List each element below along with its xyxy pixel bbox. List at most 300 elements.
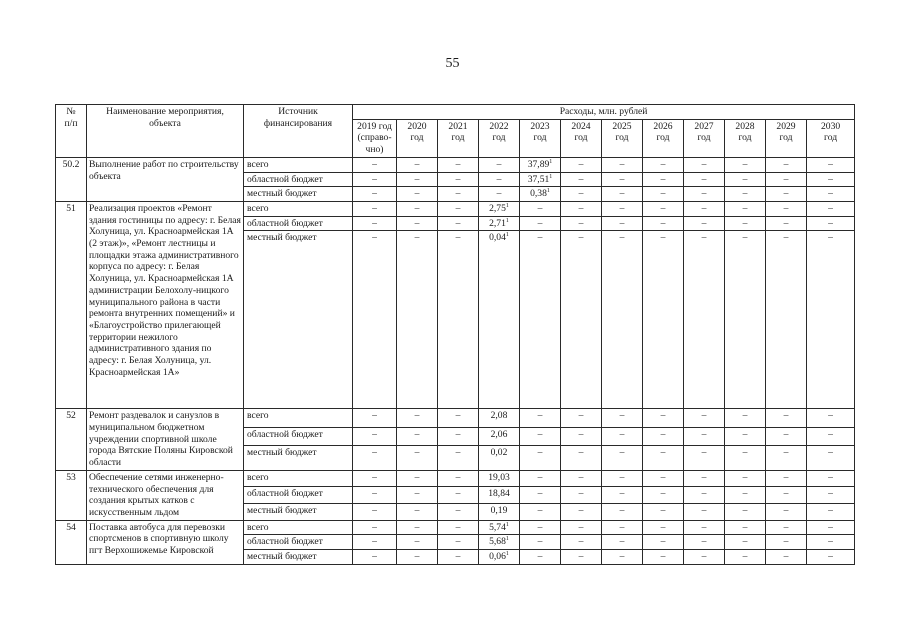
expense-amount: 2,71: [489, 217, 506, 229]
expense-amount: –: [537, 551, 543, 563]
expense-value: [766, 172, 807, 187]
expense-amount: –: [578, 232, 584, 244]
expense-value: [520, 520, 561, 535]
expense-value: [479, 470, 520, 487]
expense-amount: –: [660, 173, 666, 185]
expense-value: [397, 409, 438, 427]
expense-value: [602, 231, 643, 409]
expense-value: [353, 409, 397, 427]
expense-value: [353, 487, 397, 504]
expense-value: [602, 535, 643, 550]
header-source: Источник финансирования: [244, 105, 353, 158]
expense-amount: 2,06: [490, 428, 508, 440]
expense-amount: –: [372, 521, 377, 533]
expense-value: [561, 550, 602, 565]
expense-value: [479, 201, 520, 216]
expense-value: [684, 535, 725, 550]
expense-value: [520, 504, 561, 521]
expense-value: [353, 231, 397, 409]
expense-value: [438, 445, 479, 470]
expense-amount: –: [455, 521, 461, 533]
expense-amount: –: [578, 505, 584, 517]
expense-value: [725, 427, 766, 445]
header-year: 2030 год: [807, 119, 855, 157]
expense-amount: –: [783, 173, 789, 185]
expense-amount: –: [455, 158, 461, 170]
expense-amount: 18,84: [488, 488, 510, 500]
expense-amount: –: [828, 410, 833, 422]
expense-amount: –: [578, 536, 584, 548]
expense-amount: –: [455, 188, 461, 200]
expense-amount: –: [619, 232, 625, 244]
expense-amount: –: [742, 521, 748, 533]
expense-value: [397, 550, 438, 565]
expense-value: [766, 409, 807, 427]
expense-amount: –: [701, 232, 707, 244]
expense-value: [766, 550, 807, 565]
expense-amount: –: [701, 471, 707, 483]
expense-value: [438, 427, 479, 445]
expense-value: [353, 157, 397, 172]
footnote-mark: 1: [505, 521, 509, 528]
expense-value: [807, 157, 855, 172]
header-year: 2028 год: [725, 119, 766, 157]
expense-amount: –: [372, 158, 377, 170]
expense-value: [684, 201, 725, 216]
header-year: 2021 год: [438, 119, 479, 157]
expense-amount: –: [455, 232, 461, 244]
funding-source: местный бюджет: [244, 504, 353, 521]
expense-value: [561, 157, 602, 172]
expense-value: [807, 427, 855, 445]
expense-amount: –: [619, 217, 625, 229]
expense-amount: –: [742, 173, 748, 185]
expense-amount: –: [619, 158, 625, 170]
funding-source: местный бюджет: [244, 231, 353, 409]
expense-amount: –: [372, 217, 377, 229]
expense-amount: –: [742, 488, 748, 500]
expense-amount: –: [828, 428, 833, 440]
expense-amount: –: [660, 488, 666, 500]
expense-value: [766, 487, 807, 504]
expense-amount: –: [537, 410, 543, 422]
expense-value: [643, 535, 684, 550]
expense-amount: –: [828, 471, 833, 483]
expense-value: [353, 535, 397, 550]
table-row: [56, 470, 855, 487]
expense-value: [561, 187, 602, 202]
expense-amount: –: [455, 471, 461, 483]
header-year: 2023 год: [520, 119, 561, 157]
expense-value: [397, 231, 438, 409]
expense-amount: –: [742, 158, 748, 170]
expense-value: [643, 487, 684, 504]
measure-name: Поставка автобуса для перевозки спортсменов в спортивную школу пгт Верхошижемье Кировской: [87, 520, 244, 564]
expense-amount: –: [414, 446, 420, 458]
expense-value: [561, 172, 602, 187]
expense-amount: –: [828, 551, 833, 563]
expense-value: [353, 445, 397, 470]
expense-value: [561, 487, 602, 504]
expense-amount: –: [372, 471, 377, 483]
expense-amount: 2,75: [489, 202, 506, 214]
expense-value: [353, 172, 397, 187]
expense-value: [766, 157, 807, 172]
expense-amount: –: [537, 536, 543, 548]
expense-value: [602, 487, 643, 504]
expense-amount: –: [372, 428, 377, 440]
expense-value: [684, 409, 725, 427]
expense-value: [766, 470, 807, 487]
expense-amount: –: [783, 536, 789, 548]
expense-value: [643, 550, 684, 565]
expense-value: [807, 409, 855, 427]
expense-amount: –: [828, 521, 833, 533]
expense-amount: –: [414, 158, 420, 170]
expense-amount: –: [701, 158, 707, 170]
expense-amount: –: [414, 202, 420, 214]
expense-value: [807, 187, 855, 202]
expense-value: [684, 172, 725, 187]
expense-amount: –: [660, 202, 666, 214]
expense-value: [643, 201, 684, 216]
expense-value: [561, 535, 602, 550]
expense-amount: –: [660, 471, 666, 483]
expense-value: [397, 470, 438, 487]
measure-name: Реализация проектов «Ремонт здания гостиницы по адресу: г. Белая Холуница, ул. Красноармейская 1А (2 этаж)», «Ремонт лестницы и площадки этажа административного корпуса по адресу: г. Белая Холуница, ул. Красноармейская 1А администрации Белохолу-ницкого муниципального района в части ремонта внутренних помещений» и «Благоустройство прилегающей территории нежилого административного здания по адресу: г. Белая Холуница, ул. Красноармейская 1А»: [87, 201, 244, 408]
expense-amount: –: [455, 217, 461, 229]
expense-value: [684, 520, 725, 535]
expense-value: [602, 187, 643, 202]
expense-amount: –: [455, 488, 461, 500]
funding-source: местный бюджет: [244, 187, 353, 202]
expense-value: [397, 157, 438, 172]
expense-value: [643, 504, 684, 521]
expense-amount: –: [783, 471, 789, 483]
expense-amount: –: [455, 202, 461, 214]
expense-value: [725, 470, 766, 487]
expense-amount: –: [828, 173, 833, 185]
expense-amount: –: [828, 232, 833, 244]
expense-amount: –: [414, 410, 420, 422]
expense-value: [520, 187, 561, 202]
expense-value: [438, 470, 479, 487]
expense-amount: –: [828, 158, 833, 170]
expense-amount: 2,08: [490, 410, 508, 422]
table-row: [56, 520, 855, 535]
expense-value: [684, 550, 725, 565]
expense-amount: –: [372, 551, 377, 563]
expense-value: [520, 409, 561, 427]
expense-amount: –: [783, 488, 789, 500]
expense-value: [397, 172, 438, 187]
expense-amount: –: [619, 446, 625, 458]
expense-value: [807, 445, 855, 470]
expense-value: [602, 504, 643, 521]
row-number: 54: [56, 520, 87, 564]
expense-value: [684, 187, 725, 202]
expense-amount: –: [742, 428, 748, 440]
expense-value: [725, 550, 766, 565]
expense-value: [643, 231, 684, 409]
expense-amount: 37,51: [527, 173, 550, 185]
expense-amount: –: [537, 446, 543, 458]
expense-amount: –: [701, 202, 707, 214]
expense-amount: –: [455, 551, 461, 563]
expense-amount: –: [578, 521, 584, 533]
expense-value: [725, 187, 766, 202]
expense-value: [561, 445, 602, 470]
expense-amount: –: [701, 428, 707, 440]
expense-value: [520, 427, 561, 445]
expense-amount: –: [783, 551, 789, 563]
expense-value: [438, 231, 479, 409]
expense-amount: –: [742, 232, 748, 244]
expense-amount: –: [619, 173, 625, 185]
header-year: 2025 год: [602, 119, 643, 157]
expenses-table: [55, 104, 855, 565]
expense-amount: –: [619, 551, 625, 563]
expense-amount: –: [783, 505, 789, 517]
expense-value: [807, 216, 855, 231]
expense-amount: –: [742, 446, 748, 458]
expense-amount: –: [701, 521, 707, 533]
expense-amount: –: [455, 428, 461, 440]
expense-value: [561, 231, 602, 409]
expense-amount: –: [660, 428, 666, 440]
expense-value: [602, 445, 643, 470]
expense-value: [479, 520, 520, 535]
expense-amount: –: [455, 505, 461, 517]
expense-amount: –: [783, 188, 789, 200]
expense-amount: –: [372, 505, 377, 517]
expense-value: [561, 520, 602, 535]
expense-value: [643, 172, 684, 187]
expense-amount: –: [496, 188, 502, 200]
expense-amount: –: [537, 521, 543, 533]
expense-value: [725, 504, 766, 521]
expense-value: [602, 216, 643, 231]
expense-amount: –: [783, 428, 789, 440]
expense-value: [766, 504, 807, 521]
expense-value: [397, 535, 438, 550]
table-row: [56, 157, 855, 172]
expense-amount: –: [660, 232, 666, 244]
footnote-mark: 1: [505, 536, 509, 543]
expense-value: [807, 504, 855, 521]
expense-value: [725, 216, 766, 231]
measure-name: Обеспечение сетями инженерно-технического обеспечения для создания крытых катков с искусственным льдом: [87, 470, 244, 520]
expense-value: [807, 520, 855, 535]
measure-name: Ремонт раздевалок и санузлов в муниципальном бюджетном учреждении спортивной школе города Вятские Поляны Кировской области: [87, 409, 244, 471]
expense-value: [561, 216, 602, 231]
expense-amount: –: [578, 173, 584, 185]
expense-value: [438, 504, 479, 521]
expense-value: [353, 201, 397, 216]
row-number: 53: [56, 470, 87, 520]
expense-value: [479, 157, 520, 172]
expense-value: [520, 216, 561, 231]
expense-amount: –: [619, 428, 625, 440]
expense-amount: –: [660, 521, 666, 533]
expense-amount: –: [660, 505, 666, 517]
expense-value: [725, 172, 766, 187]
expense-value: [643, 427, 684, 445]
expense-amount: –: [619, 488, 625, 500]
funding-source: всего: [244, 157, 353, 172]
expense-value: [479, 535, 520, 550]
expense-amount: –: [578, 158, 584, 170]
expense-amount: –: [537, 505, 543, 517]
expense-amount: –: [783, 410, 789, 422]
expense-value: [684, 427, 725, 445]
expense-amount: 0,19: [490, 505, 508, 517]
expense-value: [561, 201, 602, 216]
expense-amount: –: [455, 173, 461, 185]
footnote-mark: 1: [505, 550, 509, 557]
header-year: 2020 год: [397, 119, 438, 157]
expense-value: [479, 427, 520, 445]
expense-amount: –: [828, 536, 833, 548]
expense-amount: –: [414, 232, 420, 244]
expense-value: [684, 157, 725, 172]
expense-amount: –: [619, 202, 625, 214]
funding-source: всего: [244, 470, 353, 487]
expense-amount: –: [578, 551, 584, 563]
expense-value: [438, 409, 479, 427]
expense-amount: –: [372, 173, 377, 185]
expense-amount: –: [701, 488, 707, 500]
expense-value: [602, 172, 643, 187]
expense-amount: –: [742, 217, 748, 229]
expense-value: [643, 187, 684, 202]
expense-amount: –: [828, 488, 833, 500]
expense-amount: –: [578, 471, 584, 483]
expense-value: [807, 487, 855, 504]
expense-amount: –: [578, 446, 584, 458]
expense-amount: –: [619, 521, 625, 533]
expense-amount: –: [701, 551, 707, 563]
expense-value: [353, 187, 397, 202]
expense-amount: –: [455, 410, 461, 422]
expense-value: [643, 157, 684, 172]
footnote-mark: 1: [505, 232, 509, 239]
expense-value: [520, 201, 561, 216]
expense-amount: –: [828, 202, 833, 214]
expense-amount: –: [537, 232, 543, 244]
expense-value: [520, 535, 561, 550]
expense-amount: –: [783, 158, 789, 170]
expense-amount: –: [414, 536, 420, 548]
expense-amount: –: [701, 188, 707, 200]
expense-value: [602, 427, 643, 445]
expense-amount: –: [660, 551, 666, 563]
expense-amount: –: [414, 428, 420, 440]
expense-value: [684, 445, 725, 470]
expense-value: [438, 535, 479, 550]
expense-amount: –: [578, 217, 584, 229]
expense-value: [520, 487, 561, 504]
expense-amount: –: [660, 536, 666, 548]
expense-amount: –: [372, 446, 377, 458]
expense-amount: –: [701, 505, 707, 517]
expense-value: [643, 445, 684, 470]
expense-value: [602, 470, 643, 487]
expense-value: [807, 201, 855, 216]
expense-value: [438, 172, 479, 187]
expense-value: [397, 504, 438, 521]
expense-value: [807, 470, 855, 487]
expense-amount: –: [414, 217, 420, 229]
expense-amount: –: [414, 173, 420, 185]
expense-value: [643, 409, 684, 427]
expense-value: [766, 535, 807, 550]
expense-value: [725, 157, 766, 172]
expense-value: [353, 427, 397, 445]
expense-amount: –: [828, 217, 833, 229]
expense-amount: –: [742, 505, 748, 517]
expense-value: [561, 470, 602, 487]
expense-value: [438, 550, 479, 565]
expense-amount: –: [701, 410, 707, 422]
expense-amount: –: [660, 446, 666, 458]
expense-value: [353, 504, 397, 521]
expense-value: [438, 216, 479, 231]
expense-value: [766, 427, 807, 445]
expense-amount: –: [783, 202, 789, 214]
expense-amount: –: [742, 536, 748, 548]
expense-value: [520, 470, 561, 487]
row-number: 51: [56, 201, 87, 408]
page-number: 55: [445, 56, 460, 71]
header-name: Наименование мероприятия, объекта: [87, 105, 244, 158]
expense-value: [479, 504, 520, 521]
expense-value: [602, 201, 643, 216]
footnote-mark: 1: [505, 202, 509, 209]
expense-value: [397, 487, 438, 504]
expense-value: [520, 445, 561, 470]
measure-name: Выполнение работ по строительству объекта: [87, 157, 244, 201]
expense-value: [725, 231, 766, 409]
expense-value: [397, 445, 438, 470]
expense-value: [643, 520, 684, 535]
expense-value: [766, 201, 807, 216]
expense-value: [520, 172, 561, 187]
expense-amount: –: [742, 551, 748, 563]
expense-amount: –: [578, 428, 584, 440]
funding-source: областной бюджет: [244, 535, 353, 550]
funding-source: местный бюджет: [244, 445, 353, 470]
expense-amount: –: [537, 202, 543, 214]
expense-value: [602, 157, 643, 172]
expense-amount: –: [783, 232, 789, 244]
expense-value: [807, 535, 855, 550]
expense-value: [766, 520, 807, 535]
expense-value: [725, 535, 766, 550]
expense-amount: –: [414, 488, 420, 500]
expense-amount: 0,06: [489, 551, 506, 563]
expense-value: [561, 427, 602, 445]
expense-value: [479, 231, 520, 409]
expense-value: [479, 172, 520, 187]
expense-amount: 0,38: [530, 188, 547, 200]
expense-value: [602, 550, 643, 565]
table-row: [56, 409, 855, 427]
expense-value: [438, 187, 479, 202]
expense-value: [520, 231, 561, 409]
funding-source: областной бюджет: [244, 487, 353, 504]
expense-amount: –: [828, 188, 833, 200]
